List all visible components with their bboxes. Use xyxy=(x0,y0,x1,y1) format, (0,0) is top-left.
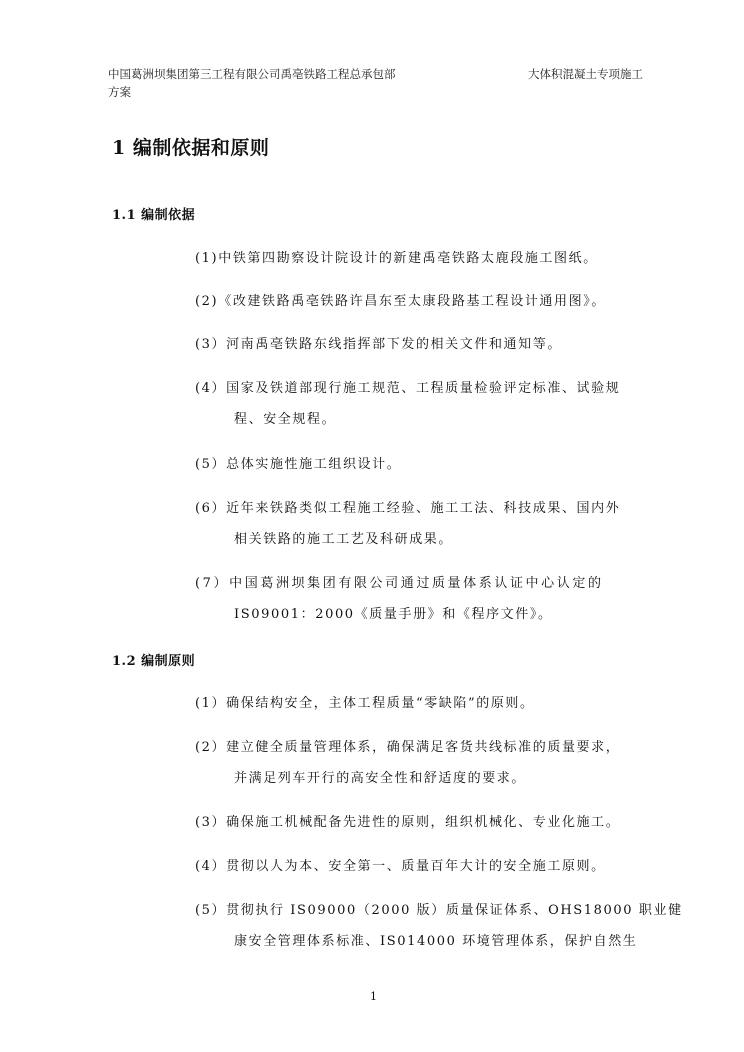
page-number: 1 xyxy=(370,990,377,1003)
principle-item-1: (1）确保结构安全，主体工程质量“零缺陷”的原则。 xyxy=(195,696,535,711)
basis-item-6-line1: (6）近年来铁路类似工程施工经验、施工工法、科技成果、国内外 xyxy=(195,501,621,516)
header-right-text: 大体积混凝土专项施工 xyxy=(528,67,643,81)
principle-item-5-line2: 康安全管理体系标准、IS014000 环境管理体系，保护自然生 xyxy=(234,934,638,949)
basis-item-2: (2)《改建铁路禹亳铁路许昌东至太康段路基工程设计通用图》。 xyxy=(195,294,606,309)
basis-item-7-line2: IS09001：2000《质量手册》和《程序文件》。 xyxy=(234,607,553,622)
subsection-title-basis: 1.1 编制依据 xyxy=(112,208,196,223)
basis-item-4-line1: (4）国家及铁道部现行施工规范、工程质量检验评定标准、试验规 xyxy=(195,381,621,396)
basis-item-7-line1: (7）中国葛洲坝集团有限公司通过质量体系认证中心认定的 xyxy=(195,576,604,591)
principle-item-2-line2: 并满足列车开行的高安全性和舒适度的要求。 xyxy=(234,771,527,786)
basis-item-4-line2: 程、安全规程。 xyxy=(234,412,337,427)
basis-item-1: (1)中铁第四勘察设计院设计的新建禹亳铁路太鹿段施工图纸。 xyxy=(195,251,598,266)
section-title: 1 编制依据和原则 xyxy=(112,137,270,159)
principle-item-5-line1: (5）贯彻执行 IS09000（2000 版）质量保证体系、OHS18000 职业健 xyxy=(195,903,683,918)
header-continuation-text: 方案 xyxy=(108,85,131,99)
basis-item-3: (3）河南禹亳铁路东线指挥部下发的相关文件和通知等。 xyxy=(195,337,562,352)
principle-item-4: (4）贯彻以人为本、安全第一、质量百年大计的安全施工原则。 xyxy=(195,859,606,874)
basis-item-6-line2: 相关铁路的施工工艺及科研成果。 xyxy=(234,532,454,547)
header-left-text: 中国葛洲坝集团第三工程有限公司禹亳铁路工程总承包部 xyxy=(108,67,396,81)
basis-item-5: (5）总体实施性施工组织设计。 xyxy=(195,457,402,472)
principle-item-3: (3）确保施工机械配备先进性的原则，组织机械化、专业化施工。 xyxy=(195,815,621,830)
subsection-title-principles: 1.2 编制原则 xyxy=(112,654,196,669)
principle-item-2-line1: (2）建立健全质量管理体系，确保满足客货共线标准的质量要求， xyxy=(195,740,621,755)
